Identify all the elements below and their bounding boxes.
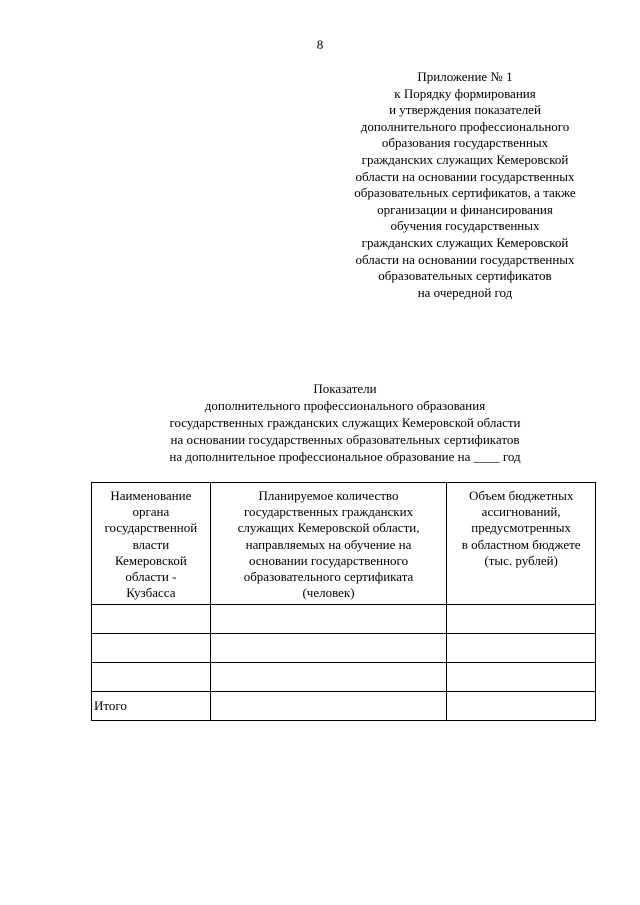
table-cell bbox=[210, 605, 447, 634]
appendix-line: обучения государственных bbox=[390, 218, 540, 234]
appendix-line: организации и финансирования bbox=[377, 201, 553, 217]
appendix-line: области на основании государственных bbox=[355, 251, 575, 267]
page-number: 8 bbox=[316, 37, 324, 52]
title-line: на основании государственных образовательных сертификатов bbox=[170, 432, 520, 447]
table-cell bbox=[447, 634, 596, 663]
table-row bbox=[92, 605, 596, 634]
table-row bbox=[92, 634, 596, 663]
table-cell bbox=[447, 605, 596, 634]
appendix-line: дополнительного профессионального bbox=[360, 118, 570, 134]
appendix-line: на очередной год bbox=[417, 284, 513, 300]
appendix-line: Приложение № 1 bbox=[417, 69, 513, 84]
table-cell bbox=[92, 634, 211, 663]
header-budget-volume: Объем бюджетных ассигнований, предусмотренных в областном бюджете (тыс. рублей) bbox=[447, 483, 596, 605]
appendix-line: образовательных сертификатов, а также bbox=[354, 185, 576, 201]
title-line: Показатели bbox=[313, 381, 377, 396]
table-cell bbox=[447, 692, 596, 721]
indicators-table bbox=[91, 482, 596, 721]
table-total-row bbox=[92, 692, 596, 721]
header-planned-count: Планируемое количество государственных гражданских служащих Кемеровской области, направляемых на обучение на основании государственного образовательного сертификата (человек) bbox=[210, 483, 447, 605]
header-authority-name: Наименование органа государственной власти Кемеровской области - Кузбасса bbox=[92, 483, 211, 605]
table-header-row bbox=[92, 483, 596, 605]
table-cell bbox=[210, 663, 447, 692]
table-cell bbox=[210, 692, 447, 721]
table-cell bbox=[92, 605, 211, 634]
table-row bbox=[92, 663, 596, 692]
appendix-header bbox=[330, 69, 600, 301]
appendix-line: образования государственных bbox=[381, 135, 549, 151]
document-title bbox=[0, 380, 640, 465]
title-line: государственных гражданских служащих Кемеровской области bbox=[169, 415, 521, 430]
appendix-line: образовательных сертификатов bbox=[378, 268, 552, 284]
appendix-line: гражданских служащих Кемеровской bbox=[361, 151, 569, 167]
title-line: на дополнительное профессиональное образование на ____ год bbox=[169, 449, 521, 464]
appendix-line: к Порядку формирования bbox=[394, 85, 536, 101]
table-cell bbox=[92, 663, 211, 692]
appendix-line: области на основании государственных bbox=[355, 168, 575, 184]
table-cell bbox=[210, 634, 447, 663]
appendix-line: и утверждения показателей bbox=[389, 102, 541, 118]
total-label: Итого bbox=[92, 692, 211, 721]
appendix-line: гражданских служащих Кемеровской bbox=[361, 234, 569, 250]
title-line: дополнительного профессионального образования bbox=[204, 398, 486, 413]
table-cell bbox=[447, 663, 596, 692]
